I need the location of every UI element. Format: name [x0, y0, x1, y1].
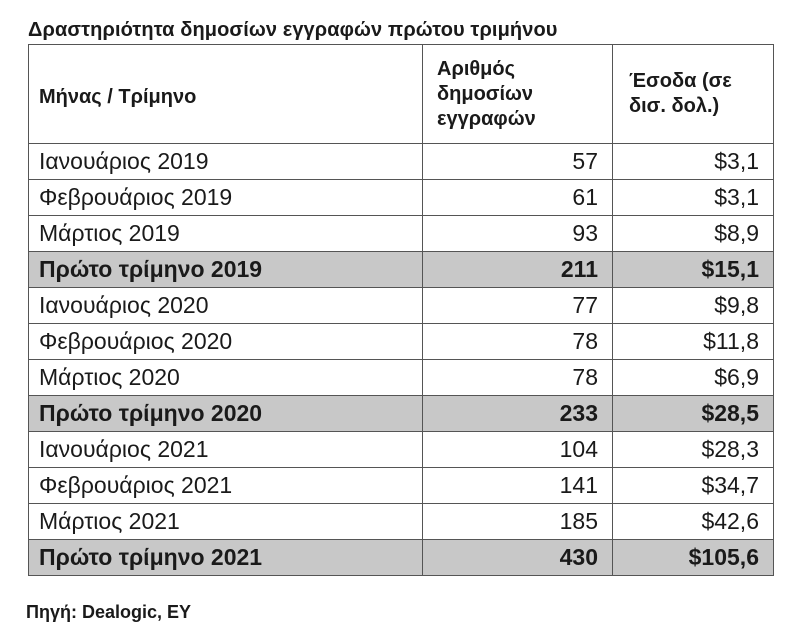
- table-row: [29, 324, 774, 360]
- row-label-cell: Ιανουάριος 2021: [29, 432, 423, 468]
- row-count-cell: 78: [423, 360, 613, 396]
- row-count-cell: 77: [423, 288, 613, 324]
- table-row: [29, 180, 774, 216]
- ipo-activity-table: [28, 44, 774, 576]
- table-row: [29, 288, 774, 324]
- row-label-cell: Πρώτο τρίμηνο 2020: [29, 396, 423, 432]
- table-row: [29, 504, 774, 540]
- column-header-count-line: εγγραφών: [437, 107, 536, 130]
- row-count-cell: 141: [423, 468, 613, 504]
- row-count-cell: 93: [423, 216, 613, 252]
- table-row: [29, 144, 774, 180]
- column-header-revenue: [613, 45, 774, 144]
- table-row: [29, 468, 774, 504]
- table-row-total: [29, 396, 774, 432]
- row-label-cell: Μάρτιος 2021: [29, 504, 423, 540]
- row-revenue-cell: $3,1: [613, 180, 774, 216]
- row-count-cell: 233: [423, 396, 613, 432]
- row-revenue-cell: $42,6: [613, 504, 774, 540]
- row-label-cell: Μάρτιος 2019: [29, 216, 423, 252]
- row-count-cell: 57: [423, 144, 613, 180]
- column-header-count-line: Αριθμός: [437, 57, 516, 80]
- row-revenue-cell: $8,9: [613, 216, 774, 252]
- row-label-cell: Πρώτο τρίμηνο 2019: [29, 252, 423, 288]
- table-row: [29, 360, 774, 396]
- row-count-cell: 61: [423, 180, 613, 216]
- source-note: Πηγή: Dealogic, EY: [26, 602, 192, 622]
- row-revenue-cell: $3,1: [613, 144, 774, 180]
- table-body: [29, 144, 774, 576]
- row-count-cell: 185: [423, 504, 613, 540]
- row-revenue-cell: $105,6: [613, 540, 774, 576]
- row-count-cell: 104: [423, 432, 613, 468]
- row-revenue-cell: $15,1: [613, 252, 774, 288]
- table-header-row: [29, 45, 774, 144]
- row-count-cell: 430: [423, 540, 613, 576]
- row-label-cell: Ιανουάριος 2020: [29, 288, 423, 324]
- row-label-cell: Ιανουάριος 2019: [29, 144, 423, 180]
- column-header-month: Μήνας / Τρίμηνο: [29, 45, 423, 144]
- row-count-cell: 211: [423, 252, 613, 288]
- row-revenue-cell: $9,8: [613, 288, 774, 324]
- row-revenue-cell: $28,3: [613, 432, 774, 468]
- table-row-total: [29, 252, 774, 288]
- table-row-total: [29, 540, 774, 576]
- row-label-cell: Φεβρουάριος 2020: [29, 324, 423, 360]
- row-label-cell: Πρώτο τρίμηνο 2021: [29, 540, 423, 576]
- row-revenue-cell: $11,8: [613, 324, 774, 360]
- table-row: [29, 432, 774, 468]
- column-header-revenue-line: Έσοδα (σε: [629, 70, 732, 92]
- row-revenue-cell: $34,7: [613, 468, 774, 504]
- row-label-cell: Φεβρουάριος 2019: [29, 180, 423, 216]
- row-revenue-cell: $28,5: [613, 396, 774, 432]
- column-header-count-line: δημοσίων: [437, 82, 534, 105]
- row-label-cell: Φεβρουάριος 2021: [29, 468, 423, 504]
- table-row: [29, 216, 774, 252]
- column-header-count: [423, 45, 613, 144]
- column-header-revenue-line: δισ. δολ.): [629, 95, 720, 117]
- table-title: Δραστηριότητα δημοσίων εγγραφών πρώτου τριμήνου: [28, 19, 558, 41]
- row-revenue-cell: $6,9: [613, 360, 774, 396]
- row-label-cell: Μάρτιος 2020: [29, 360, 423, 396]
- row-count-cell: 78: [423, 324, 613, 360]
